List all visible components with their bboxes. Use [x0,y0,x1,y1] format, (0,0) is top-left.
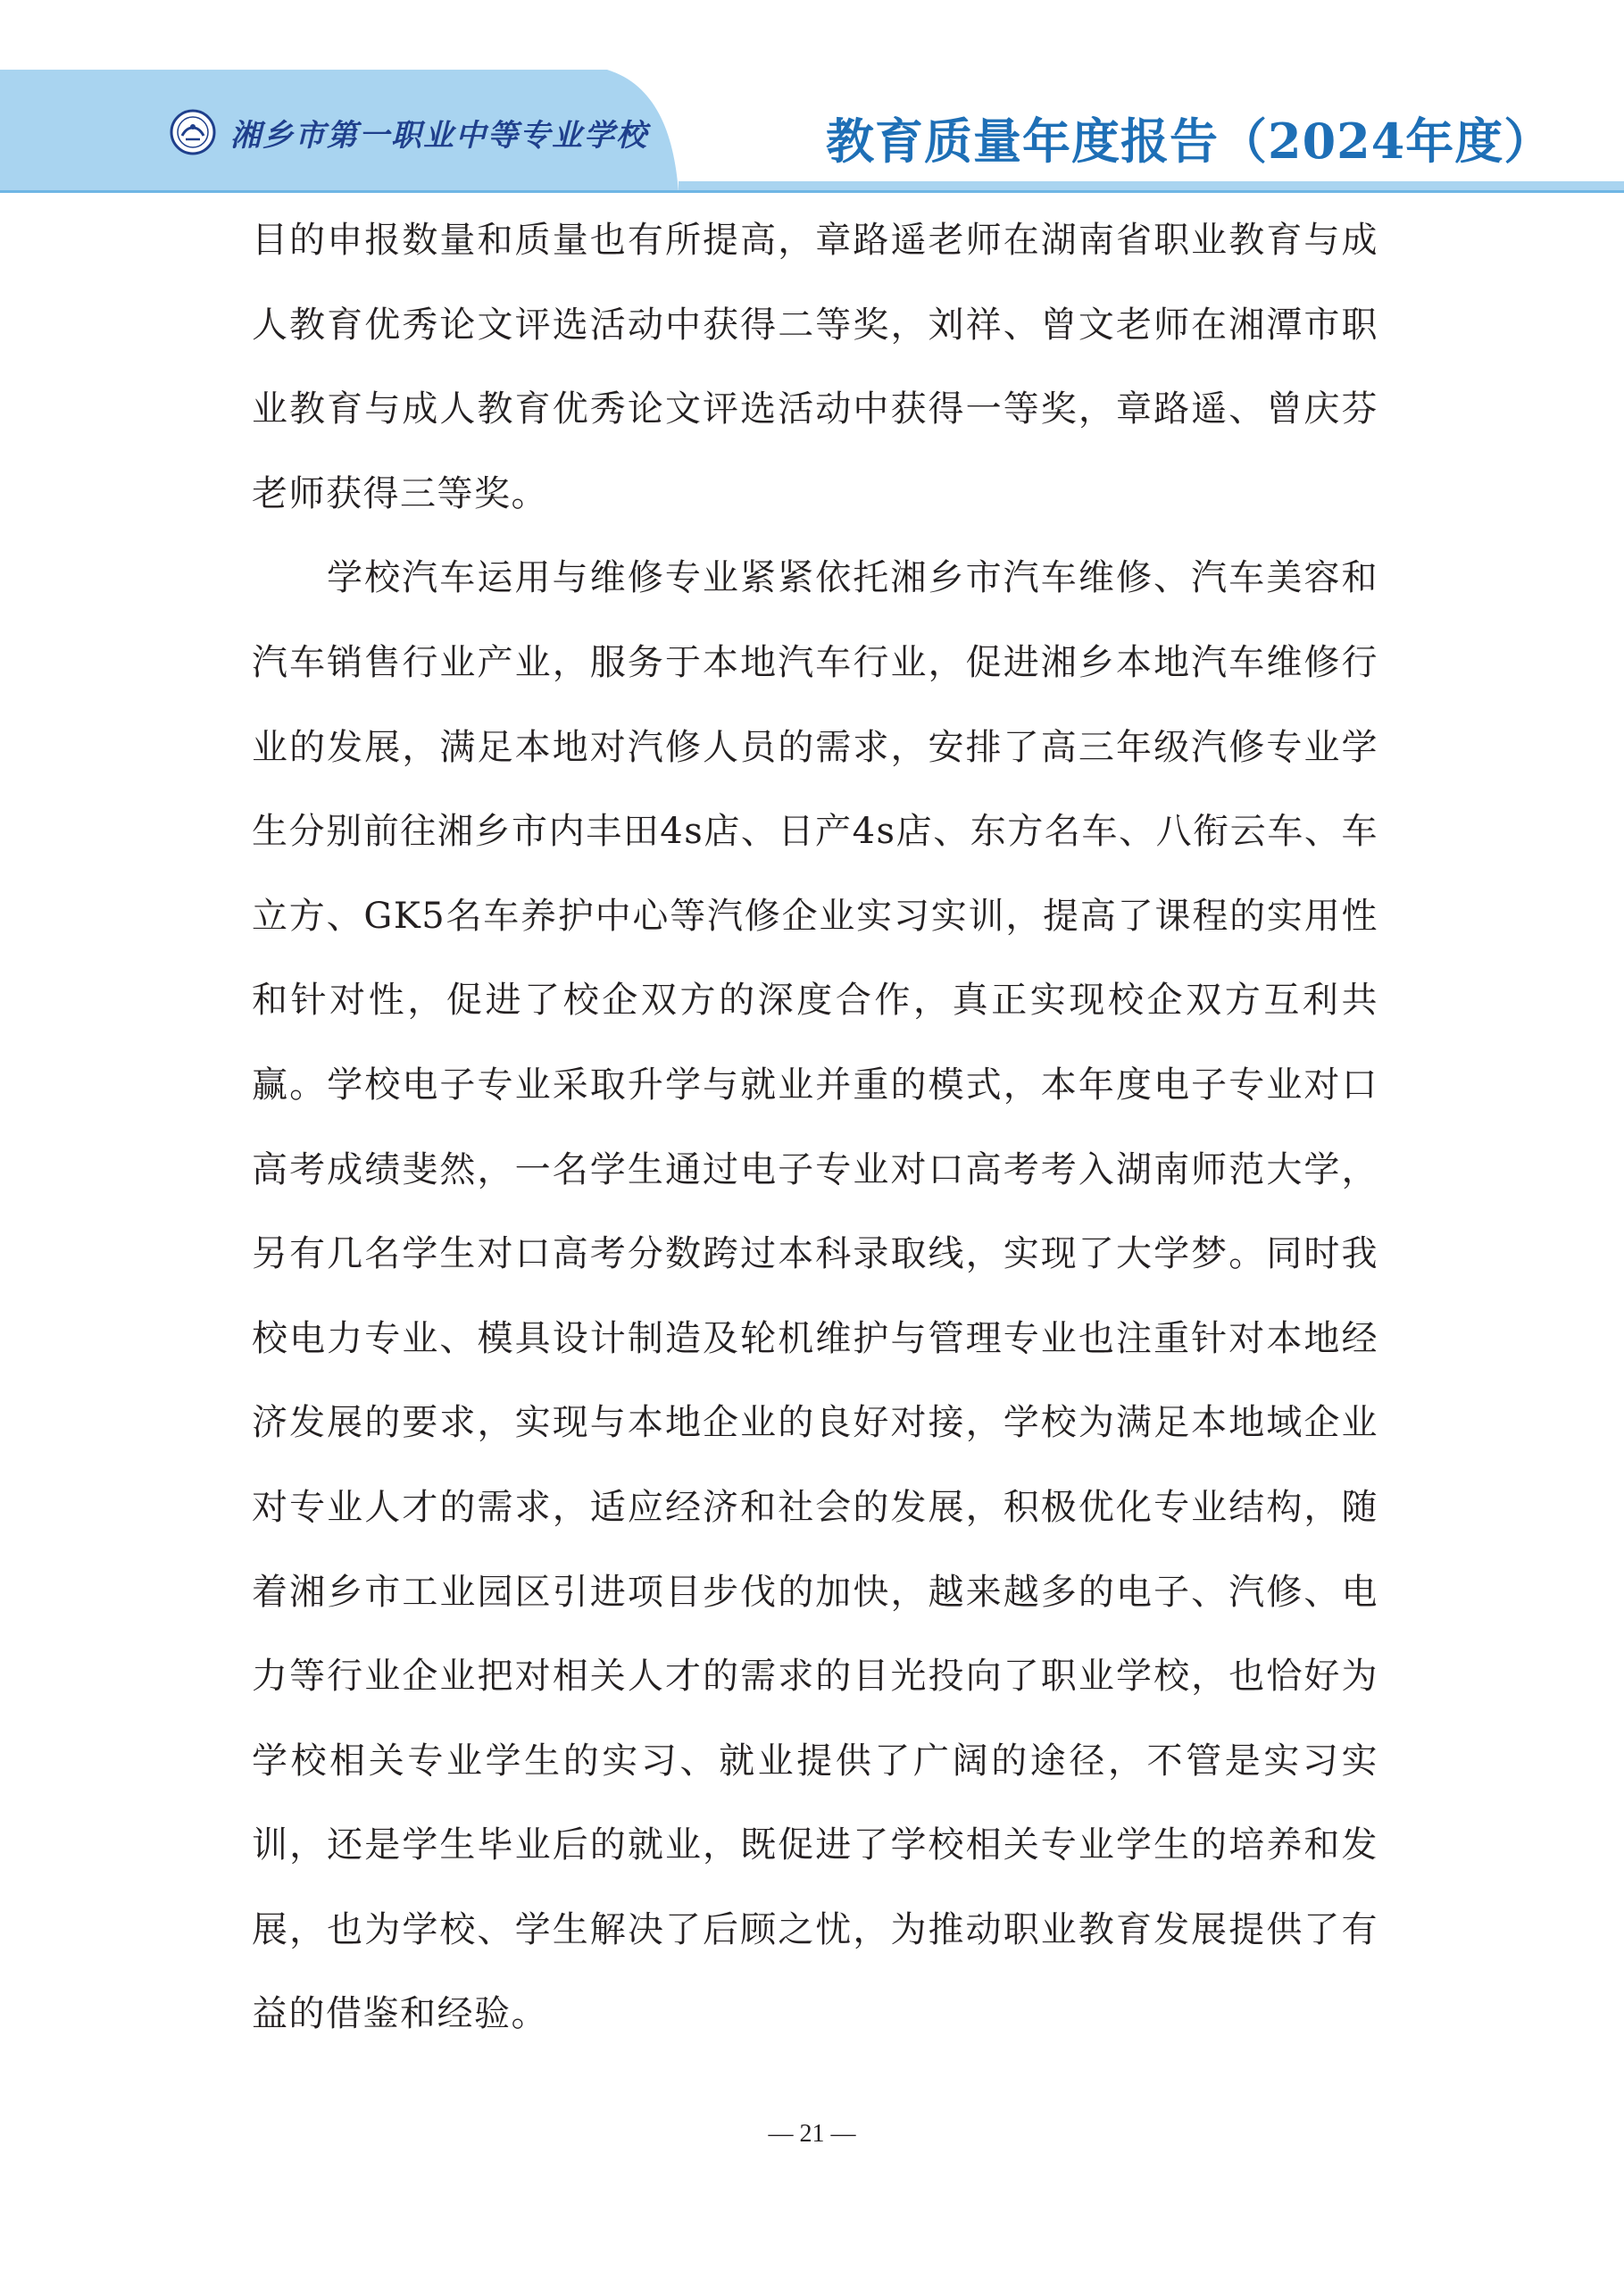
paragraph: 目的申报数量和质量也有所提高，章路遥老师在湖南省职业教育与成人教育优秀论文评选活动中获得二等奖，刘祥、曾文老师在湘潭市职业教育与成人教育优秀论文评选活动中获得一等奖，章路遥、曾庆芬老师获得三等奖。 [252,220,1378,514]
body-text [252,198,1378,2057]
page-number: — 21 — [768,2120,856,2148]
school-name: 湘乡市第一职业中等专业学校 [230,118,648,154]
page-header [0,0,1624,201]
paragraph: 学校汽车运用与维修专业紧紧依托湘乡市汽车维修、汽车美容和汽车销售行业产业，服务于本地汽车行业，促进湘乡本地汽车维修行业的发展，满足本地对汽修人员的需求，安排了高三年级汽修专业学生分别前往湘乡市内丰田4s店、日产4s店、东方名车、八衔云车、车立方、GK5名车养护中心等汽修企业实习实训，提高了课程的实用性和针对性，促进了校企双方的深度合作，真正实现校企双方互利共赢。学校电子专业采取升学与就业并重的模式，本年度电子专业对口高考成绩斐然，一名学生通过电子专业对口高考考入湖南师范大学，另有几名学生对口高考分数跨过本科录取线，实现了大学梦。同时我校电力专业、模具设计制造及轮机维护与管理专业也注重针对本地经济发展的要求，实现与本地企业的良好对接，学校为满足本地域企业对专业人才的需求，适应经济和社会的发展，积极优化专业结构，随着湘乡市工业园区引进项目步伐的加快，越来越多的电子、汽修、电力等行业企业把对相关人才的需求的目光投向了职业学校，也恰好为学校相关专业学生的实习、就业提供了广阔的途径，不管是实习实训，还是学生毕业后的就业，既促进了学校相关专业学生的培养和发展，也为学校、学生解决了后顾之忧，为推动职业教育发展提供了有益的借鉴和经验。 [252,557,1378,2035]
report-title: 教育质量年度报告（2024年度） [826,113,1553,170]
school-emblem-icon [170,109,216,155]
